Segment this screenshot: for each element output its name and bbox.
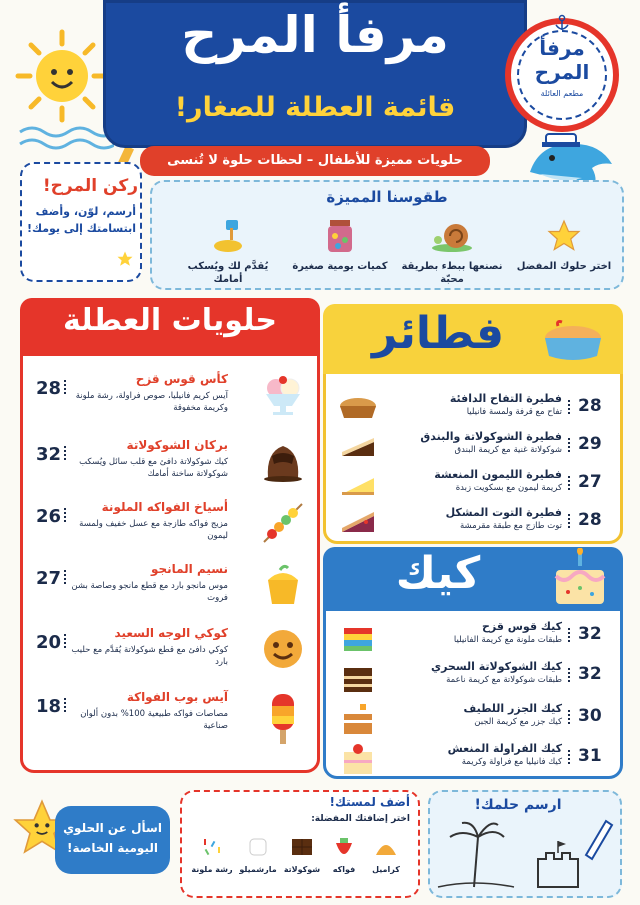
- item-price: 27: [36, 568, 62, 589]
- tagline: حلويات مميزة للأطفال – لحظات حلوة لا تُنسى: [140, 146, 490, 176]
- fruit-skewer-icon: [260, 500, 306, 546]
- chocolate-pie-icon: [338, 430, 378, 460]
- topping-item: [236, 835, 280, 874]
- item-price: 32: [578, 664, 602, 684]
- price-dots-icon: [568, 710, 574, 724]
- lava-cake-icon: [260, 438, 306, 484]
- item-price: 27: [578, 472, 602, 492]
- draw-title: ارسم حلمك!: [474, 797, 562, 813]
- menu-item: [30, 626, 312, 688]
- logo-name-line2: المرح: [534, 60, 590, 84]
- fun-corner-text: أرسم، لوّن، وأضف ابتسامتك إلى يومك!: [26, 205, 136, 235]
- item-desc: مزيج فواكه طازجة مع عسل خفيف ولمسة ليمون: [79, 519, 228, 541]
- menu-item: [30, 562, 312, 624]
- price-dots-icon: [568, 438, 574, 452]
- page-title: مرفأ المرح: [181, 6, 449, 64]
- jar-icon: [320, 218, 360, 254]
- menu-item: [30, 372, 312, 434]
- price-dots-icon: [568, 750, 574, 764]
- item-desc: كيك شوكولاتة دافئ مع قلب سائل ويُسكب شوكولاتة ساخنة أمامك: [79, 457, 228, 479]
- item-name: فطيرة التوت المشكل: [445, 506, 562, 519]
- topping-item: [364, 835, 408, 874]
- snail-icon: [430, 218, 474, 254]
- toppings-subtitle: اختر إضافتك المفضلة:: [311, 814, 410, 824]
- logo-name: [505, 36, 619, 84]
- popsicle-icon: [260, 690, 306, 750]
- topping-label: فواكه: [332, 865, 356, 874]
- menu-item: [30, 438, 312, 500]
- pie-icon: [540, 316, 606, 366]
- item-name: نسيم المانجو: [150, 562, 228, 576]
- item-name: كيك الشوكولاتة السحري: [430, 660, 562, 673]
- topping-label: شوكولاتة: [283, 865, 321, 874]
- item-desc: مصاصات فواكه طبيعية 100% بدون ألوان صناعية: [80, 709, 228, 731]
- menu-item: [330, 468, 618, 508]
- star-icon: [116, 250, 134, 268]
- strawberry-cake-icon: [338, 742, 378, 776]
- featured-item: [508, 218, 620, 273]
- item-desc: كوكي دافئ مع قطع شوكولاتة يُقدَّم مع حليب بارد: [71, 645, 228, 667]
- item-name: كيك الفراولة المنعش: [447, 742, 562, 755]
- menu-item: [30, 690, 312, 752]
- item-price: 28: [36, 378, 62, 399]
- rainbow-cake-icon: [338, 620, 378, 654]
- price-dots-icon: [568, 668, 574, 682]
- menu-item: [330, 506, 618, 546]
- topping-item: [280, 835, 324, 874]
- berry-pie-icon: [338, 506, 378, 536]
- sun-icon: [14, 28, 110, 124]
- item-price: 29: [578, 434, 602, 454]
- logo-name-line1: مرفأ: [539, 36, 585, 60]
- featured-title: طقوسنا المميزة: [326, 188, 448, 206]
- fun-corner-title: ركن المرح!: [42, 176, 138, 196]
- item-desc: كيك فانيليا مع فراولة وكريمة: [461, 757, 562, 767]
- topping-label: رشة ملونة: [191, 865, 233, 874]
- menu-item: [330, 430, 618, 470]
- topping-item: [322, 835, 366, 874]
- item-name: كيك الجزر اللطيف: [463, 702, 562, 715]
- item-name: فطيرة الليمون المنعشة: [434, 468, 562, 481]
- waves-decoration: [18, 124, 114, 150]
- menu-item: [330, 742, 618, 782]
- chocolate-cake-icon: [338, 660, 378, 694]
- featured-label: كميات يومية صغيرة: [292, 261, 388, 272]
- marshmallow-icon: [244, 835, 272, 859]
- featured-label: نصنعها ببطء بطريقة محبّة: [401, 261, 503, 285]
- item-desc: طبقات ملونة مع كريمة الفانيليا: [453, 635, 562, 645]
- featured-item: [396, 218, 508, 286]
- beach-sketch-icon: [434, 815, 614, 895]
- item-price: 20: [36, 632, 62, 653]
- featured-item: [172, 218, 284, 286]
- item-name: كأس قوس قزح: [135, 372, 228, 386]
- carrot-cake-icon: [338, 702, 378, 736]
- price-dots-icon: [568, 628, 574, 642]
- topping-label: كراميل: [372, 865, 400, 874]
- apple-pie-icon: [338, 392, 378, 422]
- item-desc: توت طازج مع طبقة مقرمشة: [459, 521, 562, 531]
- item-price: 28: [578, 396, 602, 416]
- topping-label: مارشميلو: [239, 865, 277, 874]
- pour-bowl-icon: [208, 218, 248, 254]
- menu-item: [330, 620, 618, 660]
- menu-item: [330, 702, 618, 742]
- birthday-cake-icon: [548, 548, 612, 608]
- item-price: 32: [36, 444, 62, 465]
- item-name: فطيرة التفاح الدافئة: [449, 392, 562, 405]
- cakes-title: كيك: [395, 548, 481, 599]
- topping-item: [190, 835, 234, 874]
- daily-special-bubble: اسأل عن الحلوي اليومية الخاصة!: [55, 806, 170, 874]
- item-price: 31: [578, 746, 602, 766]
- strawberry-icon: [330, 835, 358, 859]
- mango-cup-icon: [260, 562, 306, 608]
- item-price: 18: [36, 696, 62, 717]
- sundae-icon: [260, 372, 306, 418]
- item-price: 28: [578, 510, 602, 530]
- item-name: كيك قوس قزح: [481, 620, 562, 633]
- star-icon: [544, 218, 584, 254]
- lemon-pie-icon: [338, 468, 378, 498]
- featured-label: اختر حلوك المفضل: [516, 261, 612, 272]
- toppings-title: أضف لمستك!: [329, 795, 410, 809]
- sprinkles-icon: [198, 835, 226, 859]
- item-price: 32: [578, 624, 602, 644]
- price-dots-icon: [568, 514, 574, 528]
- item-price: 30: [578, 706, 602, 726]
- item-price: 26: [36, 506, 62, 527]
- price-dots-icon: [568, 400, 574, 414]
- item-desc: شوكولاتة غنية مع كريمة البندق: [454, 445, 562, 455]
- price-dots-icon: [568, 476, 574, 490]
- item-desc: كيك جزر مع كريمة الجبن: [474, 717, 562, 727]
- menu-item: [330, 392, 618, 432]
- menu-item: [30, 500, 312, 562]
- chocolate-icon: [288, 835, 316, 859]
- pies-title: فطائر: [371, 308, 505, 359]
- item-name: آيس بوب الفواكة: [126, 690, 228, 704]
- menu-item: [330, 660, 618, 700]
- smiley-cookie-icon: [260, 626, 306, 672]
- item-desc: كريمة ليمون مع بسكويت زبدة: [455, 483, 562, 493]
- item-name: بركان الشوكولاتة: [126, 438, 228, 452]
- anchor-icon: [553, 14, 571, 32]
- featured-item: [284, 218, 396, 273]
- item-desc: تفاح مع قرفة ولمسة فانيليا: [466, 407, 562, 417]
- holiday-sweets-title: حلويات العطلة: [63, 303, 277, 338]
- item-name: فطيرة الشوكولاتة والبندق: [420, 430, 562, 443]
- item-desc: آيس كريم فانيليا، صوص فراولة، رشة ملونة وكريمة مخفوقة: [75, 391, 228, 413]
- item-name: أسياخ الفواكه الملونة: [101, 500, 228, 514]
- item-name: كوكي الوجه السعيد: [114, 626, 228, 640]
- caramel-icon: [372, 835, 400, 859]
- item-desc: طبقات شوكولاتة مع كريمة ناعمة: [446, 675, 562, 685]
- item-desc: موس مانجو بارد مع قطع مانجو وصاصة بشن فروت: [71, 581, 228, 603]
- page-subtitle: قائمة العطلة للصغار!: [174, 92, 456, 123]
- featured-label: يُقدَّم لك ويُسكب أمامك: [187, 261, 269, 285]
- logo-subtitle: مطعم العائلة: [540, 89, 584, 98]
